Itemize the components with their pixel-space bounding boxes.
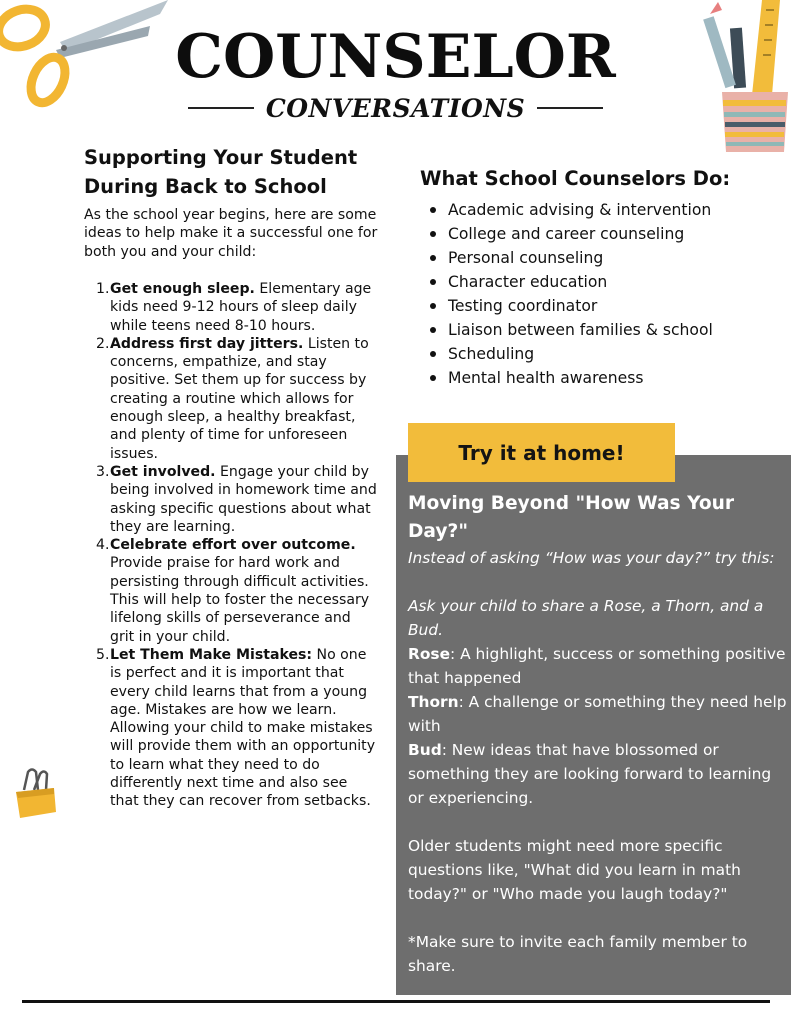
thorn-label: Thorn (408, 693, 459, 711)
rose-label: Rose (408, 645, 451, 663)
bud-item (408, 738, 791, 810)
tip-text: Engage your child by being involved in homework time and asking specific questions about what they are learning. (110, 463, 377, 535)
duty-text: College and career counseling (448, 225, 685, 243)
tip-title: Address first day jitters. (110, 335, 304, 352)
bullet-icon (430, 375, 436, 381)
list-item (428, 246, 768, 270)
duty-text: Academic advising & intervention (448, 201, 712, 219)
panel-lead: Instead of asking “How was your day?” try this: (408, 549, 775, 567)
thorn-item (408, 690, 791, 738)
tag-label: Try it at home! (458, 440, 625, 465)
bullet-icon (430, 231, 436, 237)
bud-text: : New ideas that have blossomed or something they are looking forward to learning or experiencing. (408, 741, 772, 807)
page-title: COUNSELOR (175, 22, 616, 92)
bottom-divider (22, 1000, 770, 1003)
intro-paragraph: As the school year begins, here are some ideas to help make it a successful one for both you and your child: (84, 207, 378, 260)
list-item (96, 280, 378, 335)
duty-text: Mental health awareness (448, 369, 644, 387)
bullet-icon (430, 351, 436, 357)
thorn-text: : A challenge or something they need help with (408, 693, 787, 735)
list-number: 3. (96, 463, 110, 480)
duty-text: Character education (448, 273, 608, 291)
subtitle-rule-right (537, 107, 603, 109)
right-section-heading: What School Counselors Do: (420, 167, 731, 190)
tip-text: No one is perfect and it is important that every child learns that from a young age. Mistakes are how we learn. Allowing your child to make mistakes will provide them with an opportunity to learn what they need to do differently next time and also see that they can recover from setbacks. (110, 646, 376, 810)
list-item (96, 463, 378, 536)
list-item (428, 198, 768, 222)
left-heading-line2: During Back to School (84, 175, 327, 198)
bullet-icon (430, 279, 436, 285)
duty-text: Liaison between families & school (448, 321, 713, 339)
older-students-text: Older students might need more specific questions like, "What did you learn in math today?" or "Who made you laugh today?" (408, 837, 741, 903)
tip-title: Celebrate effort over outcome. (110, 537, 356, 554)
list-item (428, 342, 768, 366)
duty-text: Testing coordinator (448, 297, 598, 315)
bullet-icon (430, 327, 436, 333)
duty-text: Personal counseling (448, 249, 604, 267)
list-number: 1. (96, 281, 110, 297)
page-subtitle: CONVERSATIONS (265, 93, 526, 123)
bullet-icon (430, 255, 436, 261)
subtitle-rule-left (188, 107, 254, 109)
panel-title: Moving Beyond "How Was Your Day?" (408, 493, 735, 542)
family-note: *Make sure to invite each family member to share. (408, 933, 748, 975)
list-item (428, 294, 768, 318)
counselor-duties-list (428, 198, 768, 390)
tips-list (96, 280, 378, 811)
list-item (96, 335, 378, 463)
binder-clip-icon (10, 768, 60, 824)
list-item (96, 646, 378, 811)
subtitle-row (188, 92, 603, 124)
list-item (428, 270, 768, 294)
bullet-icon (430, 303, 436, 309)
tip-title: Get involved. (110, 463, 216, 480)
list-item (428, 318, 768, 342)
bud-label: Bud (408, 741, 442, 759)
tip-title: Let Them Make Mistakes: (110, 646, 313, 663)
list-number: 2. (96, 335, 110, 352)
list-item (428, 222, 768, 246)
list-item (428, 366, 768, 390)
rose-text: : A highlight, success or something positive that happened (408, 645, 786, 687)
tip-text: Listen to concerns, empathize, and stay positive. Set them up for success by creating a routine which allows for enough sleep, a healthy breakfast, and plenty of time for unforeseen issues. (110, 335, 369, 462)
list-number: 4. (96, 537, 110, 554)
panel-content (408, 490, 791, 978)
tip-text: Provide praise for hard work and persisting through difficult activities. This will help to foster the necessary lifelong skills of perseverance and grit in your child. (110, 555, 370, 645)
list-number: 5. (96, 646, 110, 663)
duty-text: Scheduling (448, 345, 535, 363)
rose-item (408, 642, 791, 690)
tip-text: Elementary age kids need 9-12 hours of sleep daily while teens need 8-10 hours. (110, 281, 372, 334)
bullet-icon (430, 207, 436, 213)
tip-title: Get enough sleep. (110, 281, 255, 297)
try-at-home-tag (408, 423, 675, 482)
panel-ask: Ask your child to share a Rose, a Thorn, and a Bud. (408, 597, 764, 639)
list-item (96, 536, 378, 646)
left-section-heading (84, 143, 384, 201)
left-heading-line1: Supporting Your Student (84, 146, 358, 169)
